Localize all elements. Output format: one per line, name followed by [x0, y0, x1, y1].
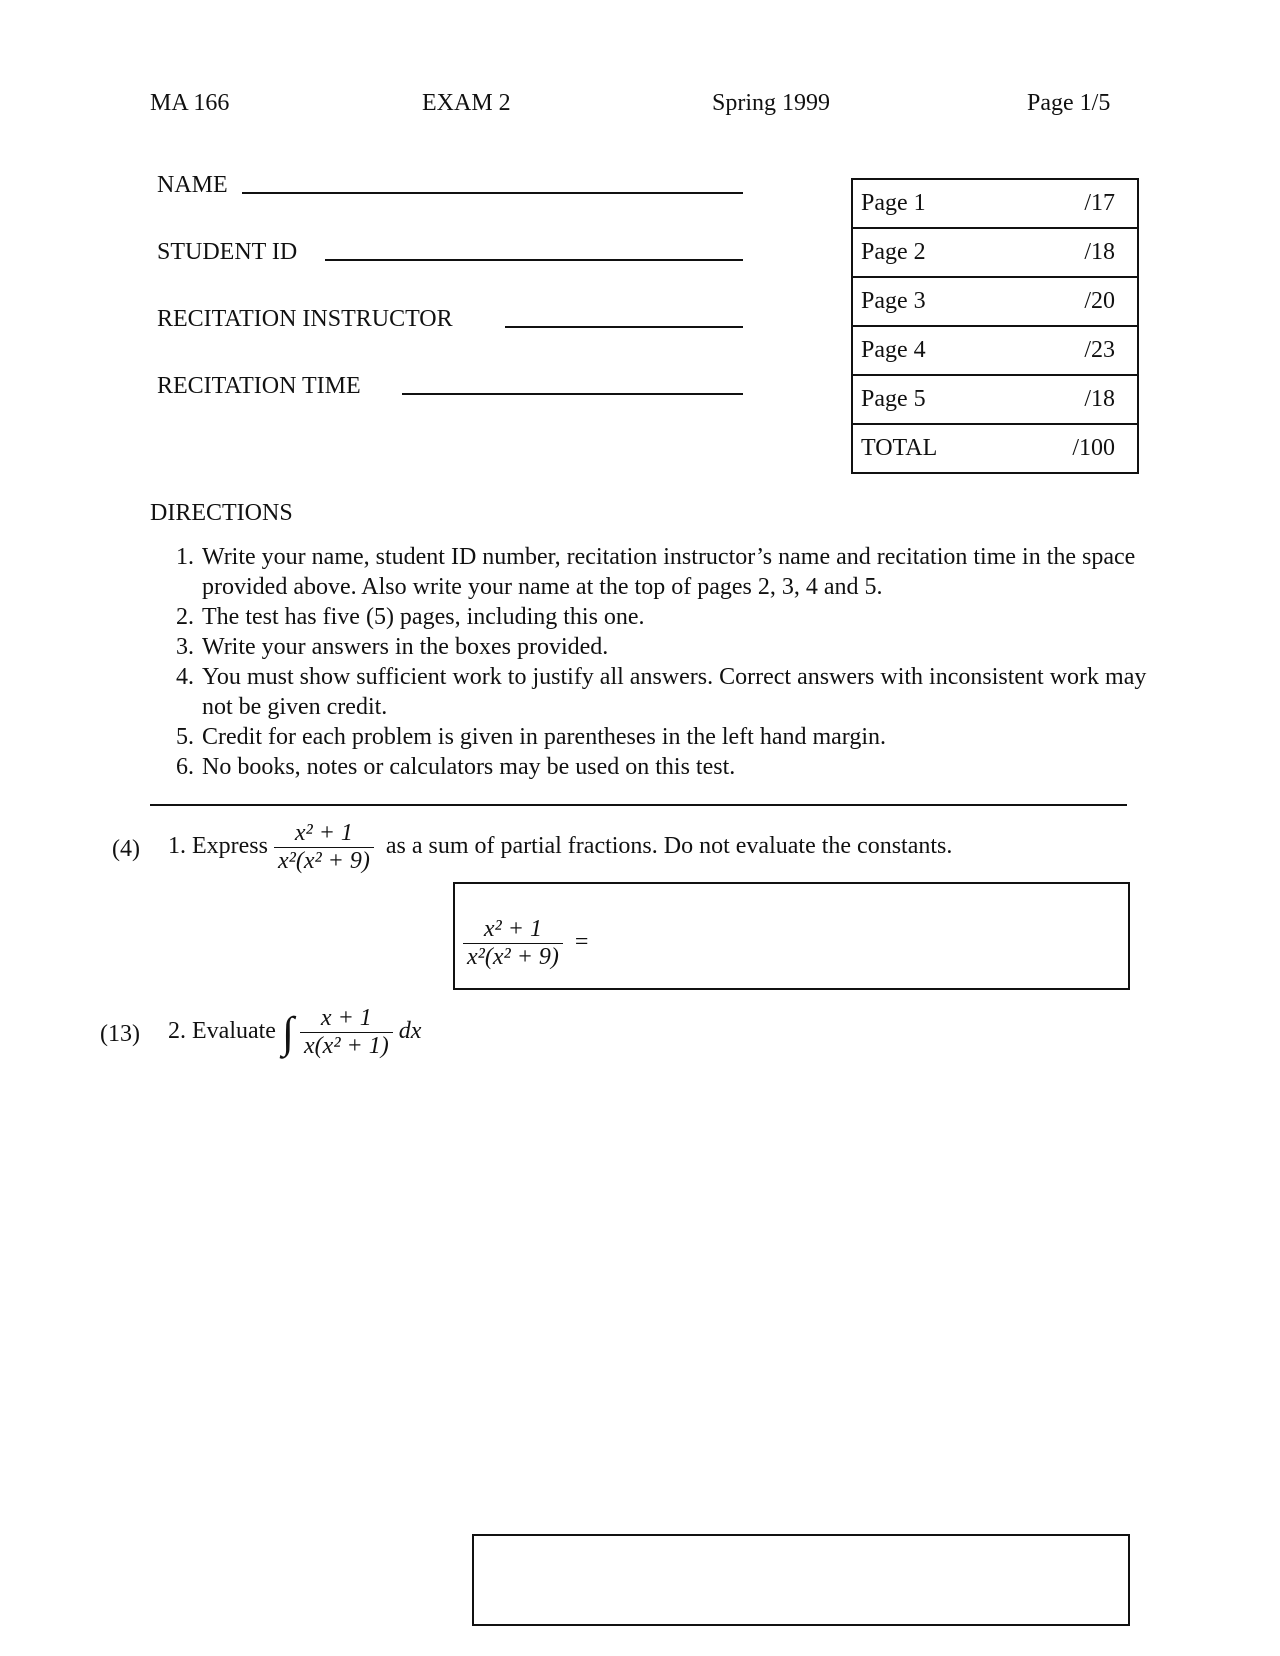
problem-1-answer-numerator: x² + 1 — [463, 916, 563, 944]
score-row-points: /18 — [1012, 375, 1138, 424]
score-row-points: /18 — [1012, 228, 1138, 277]
problem-1-number: 1. — [168, 833, 186, 860]
score-row-label: Page 3 — [852, 277, 1012, 326]
score-total-points: /100 — [1012, 424, 1138, 473]
problem-1-answer-fraction — [463, 916, 563, 971]
recitation-time-label: RECITATION TIME — [157, 373, 361, 399]
recitation-instructor-label: RECITATION INSTRUCTOR — [157, 306, 453, 332]
problem-2-numerator: x + 1 — [300, 1005, 393, 1033]
course-code: MA 166 — [150, 90, 230, 116]
equals-sign: = — [574, 929, 589, 956]
exam-term: Spring 1999 — [712, 90, 831, 116]
name-label: NAME — [157, 172, 228, 198]
recitation-time-line[interactable] — [402, 393, 743, 395]
direction-item: 5. Credit for each problem is given in parentheses in the left hand margin. — [200, 722, 1175, 752]
differential: dx — [398, 1018, 422, 1045]
problem-2-credit: (13) — [100, 1021, 140, 1047]
direction-item: 3. Write your answers in the boxes provided. — [200, 632, 1175, 662]
problem-2-answer-box[interactable] — [472, 1534, 1130, 1626]
score-row-label: Page 4 — [852, 326, 1012, 375]
recitation-instructor-line[interactable] — [505, 326, 743, 328]
direction-item: 1. Write your name, student ID number, recitation instructor’s name and recitation time in the space provided above. Also write your name at the top of pages 2, 3, 4 and 5. — [200, 542, 1175, 602]
problem-1-answer-denominator: x²(x² + 9) — [467, 944, 559, 970]
problem-1-answer-box[interactable] — [453, 882, 1130, 990]
score-row — [852, 375, 1138, 424]
problem-1-denominator: x²(x² + 9) — [277, 848, 370, 874]
score-row-points: /20 — [1012, 277, 1138, 326]
problem-1-numerator: x² + 1 — [274, 820, 374, 848]
problem-1-answer-lhs — [463, 916, 588, 971]
integral-sign: ∫ — [281, 1008, 295, 1057]
problem-2-prompt: Evaluate — [192, 1018, 276, 1045]
section-divider — [150, 804, 1127, 806]
direction-item: 4. You must show sufficient work to justify all answers. Correct answers with inconsistent work may not be given credit. — [200, 662, 1175, 722]
score-row-label: Page 1 — [852, 179, 1012, 228]
page-number: Page 1/5 — [1027, 90, 1111, 116]
score-row-label: Page 2 — [852, 228, 1012, 277]
direction-item: 6. No books, notes or calculators may be used on this test. — [200, 752, 1175, 782]
score-row — [852, 277, 1138, 326]
exam-title: EXAM 2 — [422, 90, 511, 116]
problem-1-credit: (4) — [112, 836, 140, 862]
score-row-total — [852, 424, 1138, 473]
problem-2-denominator: x(x² + 1) — [304, 1033, 389, 1059]
score-row-label: Page 5 — [852, 375, 1012, 424]
student-id-line[interactable] — [325, 259, 743, 261]
problem-1 — [168, 820, 952, 875]
score-row-points: /23 — [1012, 326, 1138, 375]
name-line[interactable] — [242, 192, 743, 194]
problem-1-fraction — [274, 820, 374, 875]
directions-title: DIRECTIONS — [150, 500, 293, 526]
problem-1-prompt: Express — [192, 833, 268, 860]
problem-1-instructions: as a sum of partial fractions. Do not evaluate the constants. — [385, 833, 953, 860]
score-row — [852, 179, 1138, 228]
score-row-points: /17 — [1012, 179, 1138, 228]
score-total-label: TOTAL — [852, 424, 1012, 473]
problem-2-fraction — [300, 1005, 393, 1060]
score-row — [852, 228, 1138, 277]
score-table — [851, 178, 1139, 474]
direction-item: 2. The test has five (5) pages, including this one. — [200, 602, 1175, 632]
score-row — [852, 326, 1138, 375]
student-id-label: STUDENT ID — [157, 239, 298, 265]
problem-2-number: 2. — [168, 1018, 186, 1045]
problem-2 — [168, 1005, 421, 1060]
directions-list — [160, 542, 1175, 782]
